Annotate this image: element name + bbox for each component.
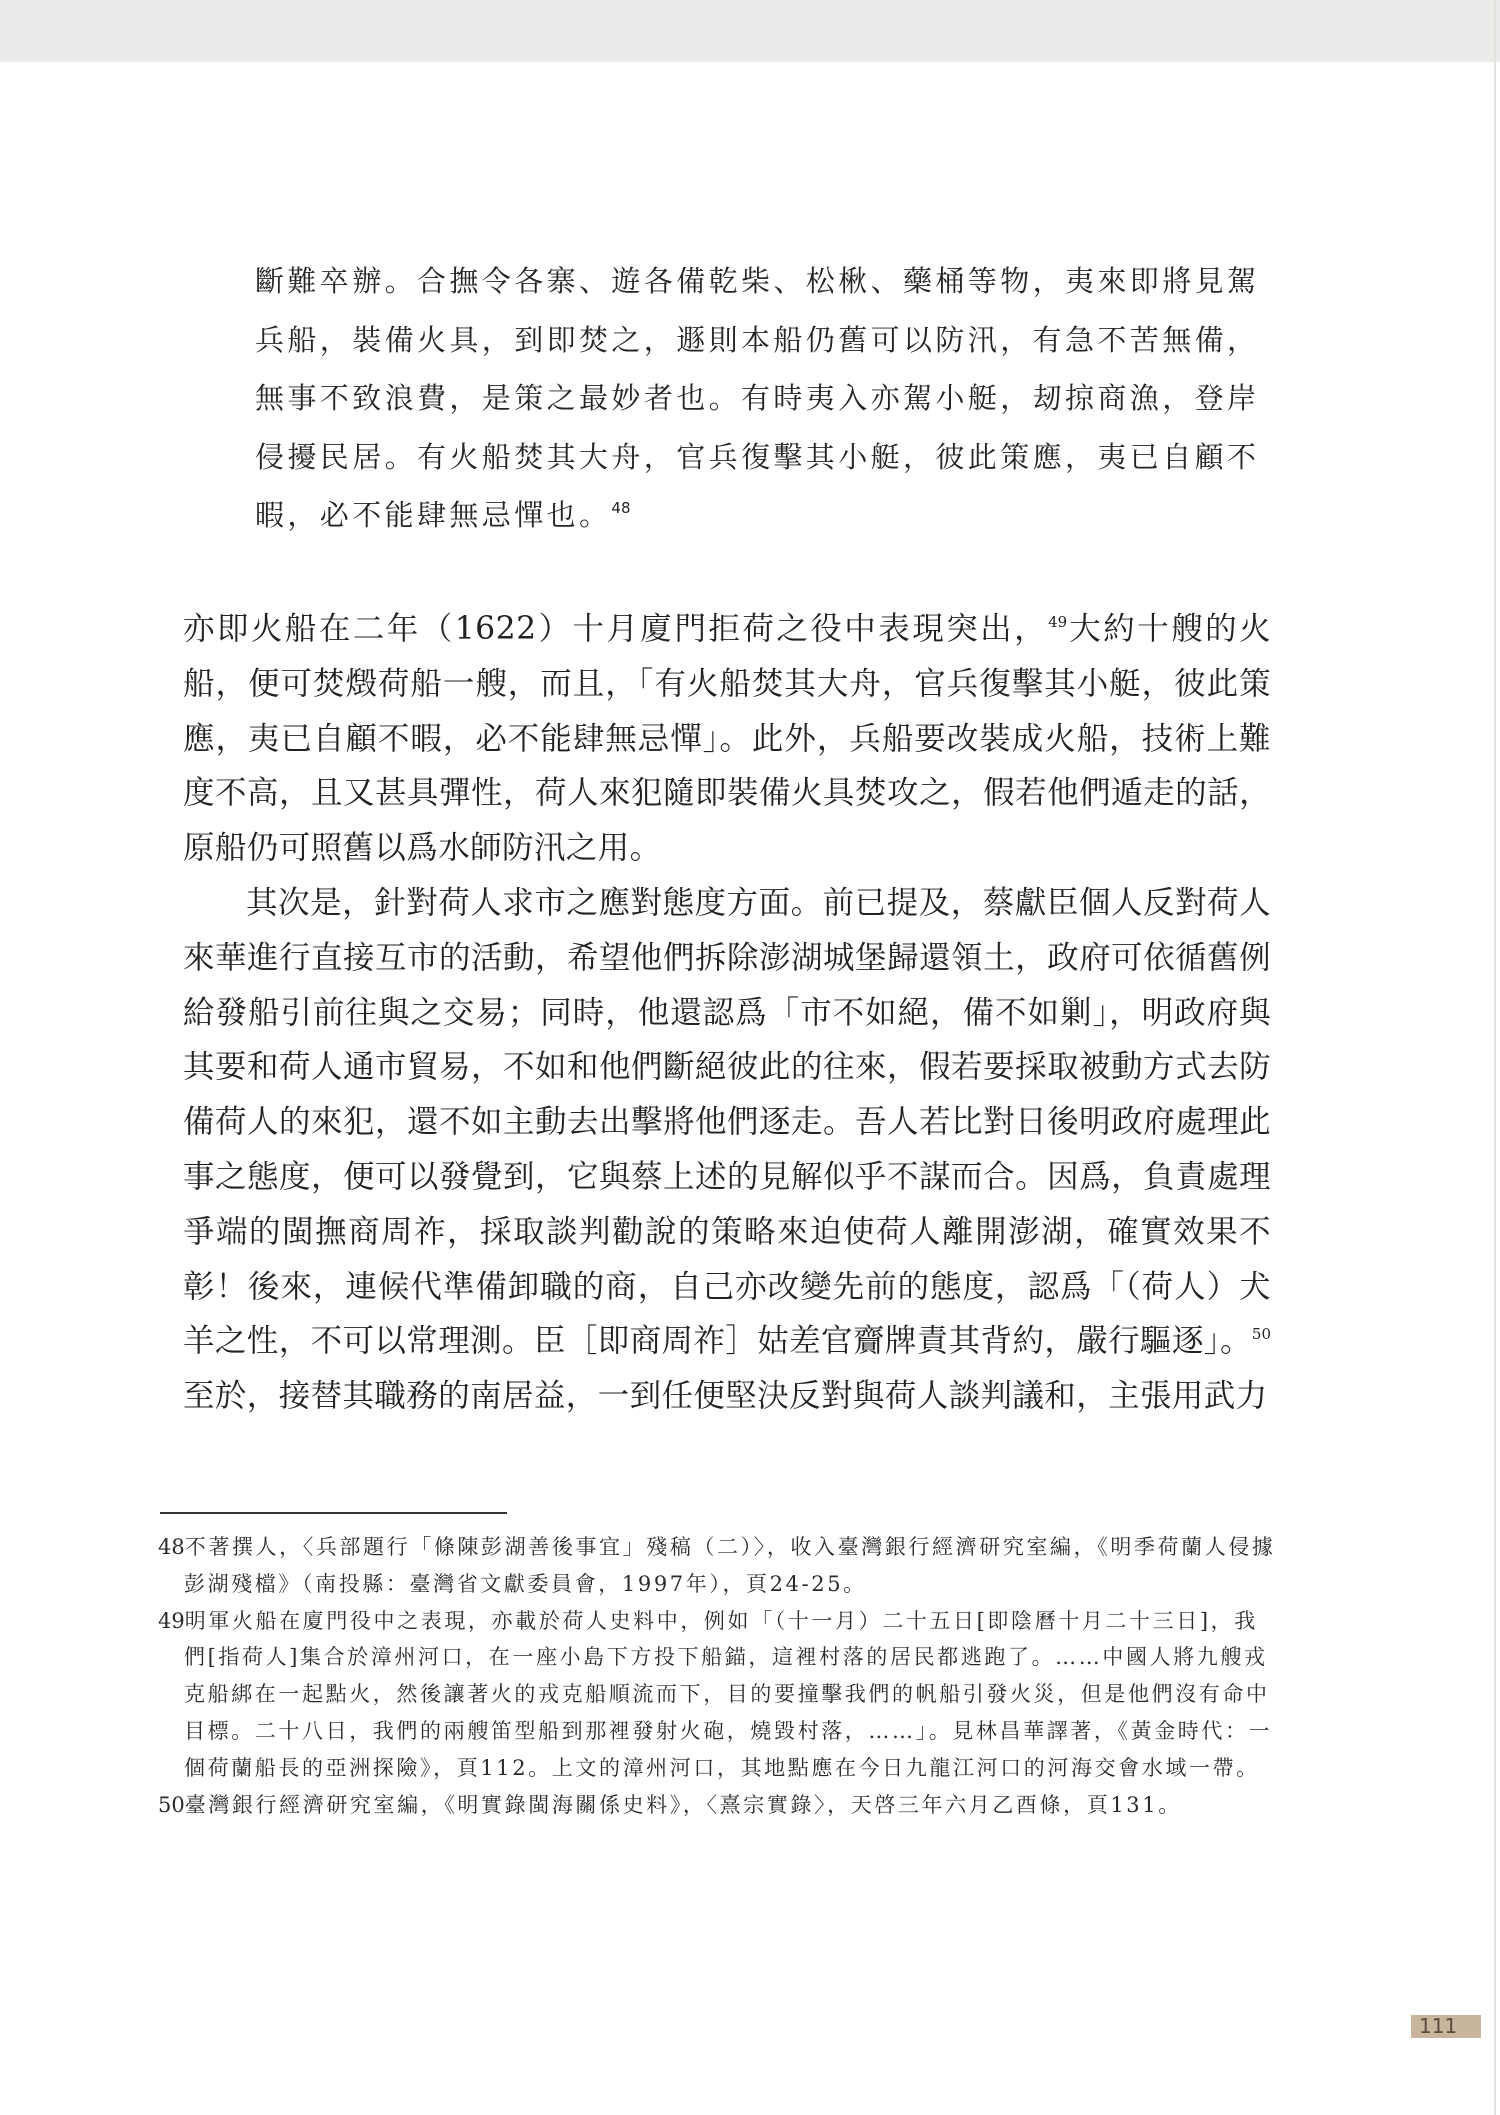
footnote-ref-49[interactable]: 49 [1048,613,1068,631]
body-text [183,602,1271,1424]
footnote-ref-50[interactable]: 50 [1251,1325,1271,1344]
quote-line-text: 暇，必不能肆無忌憚也。 [255,498,612,532]
paragraph-1-text-b: 大約十艘的火船，便可焚燬荷船一艘，而且，「有火船焚其大舟，官兵復擊其小艇，彼此策應，夷已自顧不暇，必不能肆無忌憚」。此外，兵船要改裝成火船，技術上難度不高，且又甚具彈性，荷人來犯隨即裝備火具焚攻之，假若他們遁走的話，原船仍可照舊以爲水師防汛之用。 [183,611,1271,867]
footnote-number: 49 [158,1608,185,1633]
footnote-number: 50 [158,1792,185,1817]
footnote-text: 不著撰人，〈兵部題行「條陳彭湖善後事宜」殘稿（二）〉，收入臺灣銀行經濟研究室編，《明季荷蘭人侵據彭湖殘檔》（南投縣：臺灣省文獻委員會，1997年），頁24-25。 [184,1535,1276,1596]
quote-line: 侵擾民居。有火船焚其大舟，官兵復擊其小艇，彼此策應，夷已自顧不 [255,439,1260,474]
quote-line: 兵船，裝備火具，到即焚之，遯則本船仍舊可以防汛，有急不苦無備， [255,322,1260,357]
paragraph-2-text-b: 至於，接替其職務的南居益，一到任便堅決反對與荷人談判議和，主張用武力 [183,1378,1268,1415]
quote-line: 無事不致浪費，是策之最妙者也。有時夷入亦駕小艇，刼掠商漁，登岸 [255,381,1260,415]
block-quote [255,252,1275,545]
paragraph-2-text-a: 其次是，針對荷人求市之應對態度方面。前已提及，蔡獻臣個人反對荷人來華進行直接互市的活動，希望他們拆除澎湖城堡歸還領土，政府可依循舊例給發船引前往與之交易；同時，他還認爲「市不如絕，備不如剿」，明政府與其要和荷人通市貿易，不如和他們斷絕彼此的往來，假若要採取被動方式去防備荷人的來犯，還不如主動去出擊將他們逐走。吾人若比對日後明政府處理此事之態度，便可以發覺到，它與蔡上述的見解似乎不謀而合。因爲，負責處理爭端的閩撫商周祚，採取談判勸說的策略來迫使荷人離開澎湖，確實效果不彰！後來，連候代準備卸職的商，自己亦改變先前的態度，認爲「（荷人）犬羊之性，不可以常理測。臣［即商周祚］姑差官齎牌責其背約，嚴行驅逐」。 [183,884,1271,1360]
scan-top-band [0,0,1500,62]
footnote-48 [158,1529,1278,1603]
footnote-49 [158,1603,1278,1787]
footnote-text: 明軍火船在廈門役中之表現，亦載於荷人史料中，例如「（十一月）二十五日[即陰曆十月二十三日]，我們[指荷人]集合於漳州河口，在一座小島下方投下船錨，這裡村落的居民都逃跑了。……中國人將九艘戎克船綁在一起點火，然後讓著火的戎克船順流而下，目的要撞擊我們的帆船引發火災，但是他們沒有命中目標。二十八日，我們的兩艘笛型船到那裡發射火砲，燒毀村落，……」。見林昌華譯著，《黃金時代：一個荷蘭船長的亞洲探險》，頁112。上文的漳州河口，其地點應在今日九龍江河口的河海交會水域一帶。 [184,1608,1273,1780]
footnote-ref-48[interactable]: 48 [611,499,631,517]
paragraph-2 [183,876,1271,1424]
quote-line: 斷難卒辦。合撫令各寨、遊各備乾柴、松楸、藥桶等物，夷來即將見駕 [255,264,1260,298]
paragraph-1-text-a: 亦即火船在二年（1622）十月廈門拒荷之役中表現突出， [183,611,1049,647]
page-edge-line [1494,0,1496,2115]
footnote-divider [160,1512,507,1514]
quote-line-last [255,486,1275,545]
page-number: 111 [1411,2015,1481,2038]
footnotes [158,1529,1278,1823]
footnote-number: 48 [158,1535,185,1559]
footnote-50 [158,1787,1278,1824]
paragraph-1 [183,602,1271,876]
footnote-text: 臺灣銀行經濟研究室編，《明實錄閩海關係史料》，〈熹宗實錄〉，天啓三年六月乙酉條，頁131。 [184,1792,1182,1817]
